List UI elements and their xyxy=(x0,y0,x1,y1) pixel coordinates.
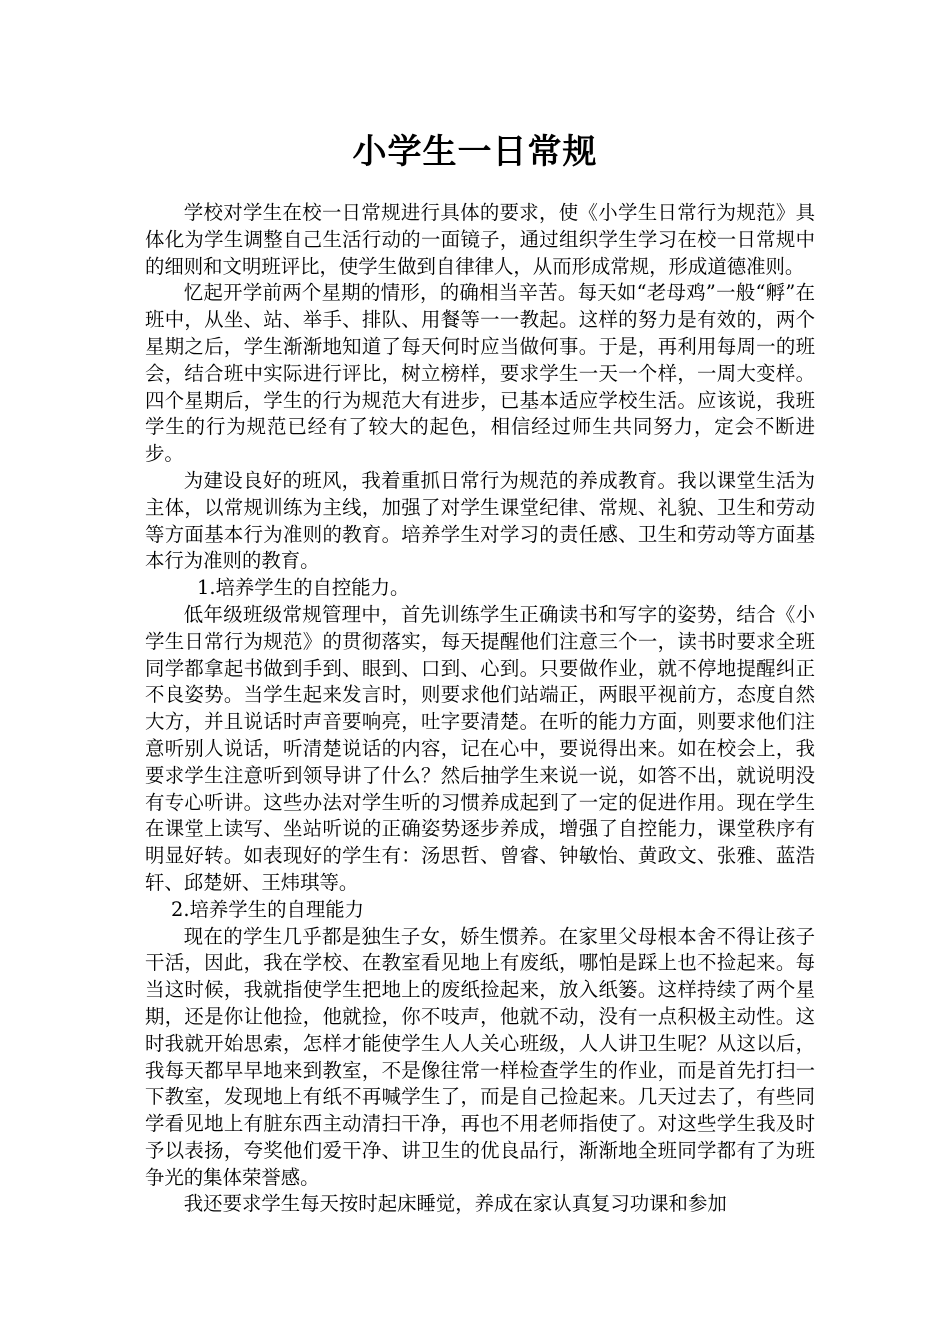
paragraph-daily-routine: 我还要求学生每天按时起床睡觉，养成在家认真复习功课和参加 xyxy=(183,1192,727,1216)
paragraph-self-care: 现在的学生几乎都是独生子女，娇生惯养。在家里父母根本舍不得让孩子干活，因此，我在学校、在教室看见地上有废纸，哪怕是踩上也不捡起来。每当这时候，我就指使学生把地上的废纸捡起来，放入纸篓。这样持续了两个星期，还是你让他捡，他就捡，你不吱声，他就不动，没有一点积极主动性。这时我就开始思索，怎样才能使学生人人关心班级，人人讲卫生呢？从这以后，我每天都早早地来到教室，不是像往常一样检查学生的作业，而是首先打扫一下教室，发现地上有纸不再喊学生了，而是自己捡起来。几天过去了，有些同学看见地上有脏东西主动清扫干净，再也不用老师指使了。对这些学生我及时予以表扬，夸奖他们爱干净、讲卫生的优良品行，渐渐地全班同学都有了为班争光的集体荣誉感。 xyxy=(145,924,815,1189)
document-body xyxy=(145,200,815,1218)
paragraph-self-control: 低年级班级常规管理中，首先训练学生正确读书和写字的姿势，结合《小学生日常行为规范》的贯彻落实，每天提醒他们注意三个一，读书时要求全班同学都拿起书做到手到、眼到、口到、心到。只要做作业，就不停地提醒纠正不良姿势。当学生起来发言时，则要求他们站端正，两眼平视前方，态度自然大方，并且说话时声音要响亮，吐字要清楚。在听的能力方面，则要求他们注意听别人说话，听清楚说话的内容，记在心中，要说得出来。如在校会上，我要求学生注意听到领导讲了什么？然后抽学生来说一说，如答不出，就说明没有专心听讲。这些办法对学生听的习惯养成起到了一定的促进作用。现在学生在课堂上读写、坐站听说的正确姿势逐步养成，增强了自控能力，课堂秩序有明显好转。如表现好的学生有：汤思哲、曾睿、钟敏怡、黄政文、张雅、蓝浩轩、邱楚妍、王炜琪等。 xyxy=(145,602,815,894)
paragraph-recollection: 忆起开学前两个星期的情形，的确相当辛苦。每天如“老母鸡”一般“孵”在班中，从坐、站、举手、排队、用餐等一一教起。这样的努力是有效的，两个星期之后，学生渐渐地知道了每天何时应当做何事。于是，再利用每周一的班会，结合班中实际进行评比，树立榜样，要求学生一天一个样，一周大变样。四个星期后，学生的行为规范大有进步，已基本适应学校生活。应该说，我班学生的行为规范已经有了较大的起色，相信经过师生共同努力，定会不断进步。 xyxy=(145,281,815,466)
paragraph-class-style: 为建设良好的班风，我着重抓日常行为规范的养成教育。我以课堂生活为主体，以常规训练为主线，加强了对学生课堂纪律、常规、礼貌、卫生和劳动等方面基本行为准则的教育。培养学生对学习的责任感、卫生和劳动等方面基本行为准则的教育。 xyxy=(145,468,815,573)
section-heading-self-care: 2.培养学生的自理能力 xyxy=(171,897,365,921)
document-title: 小学生一日常规 xyxy=(352,132,598,172)
paragraph-intro: 学校对学生在校一日常规进行具体的要求，使《小学生日常行为规范》具体化为学生调整自己生活行动的一面镜子，通过组织学生学习在校一日常规中的细则和文明班评比，使学生做到自律律人，从而形成常规，形成道德准则。 xyxy=(145,201,815,278)
section-heading-self-control: 1.培养学生的自控能力。 xyxy=(197,576,410,600)
